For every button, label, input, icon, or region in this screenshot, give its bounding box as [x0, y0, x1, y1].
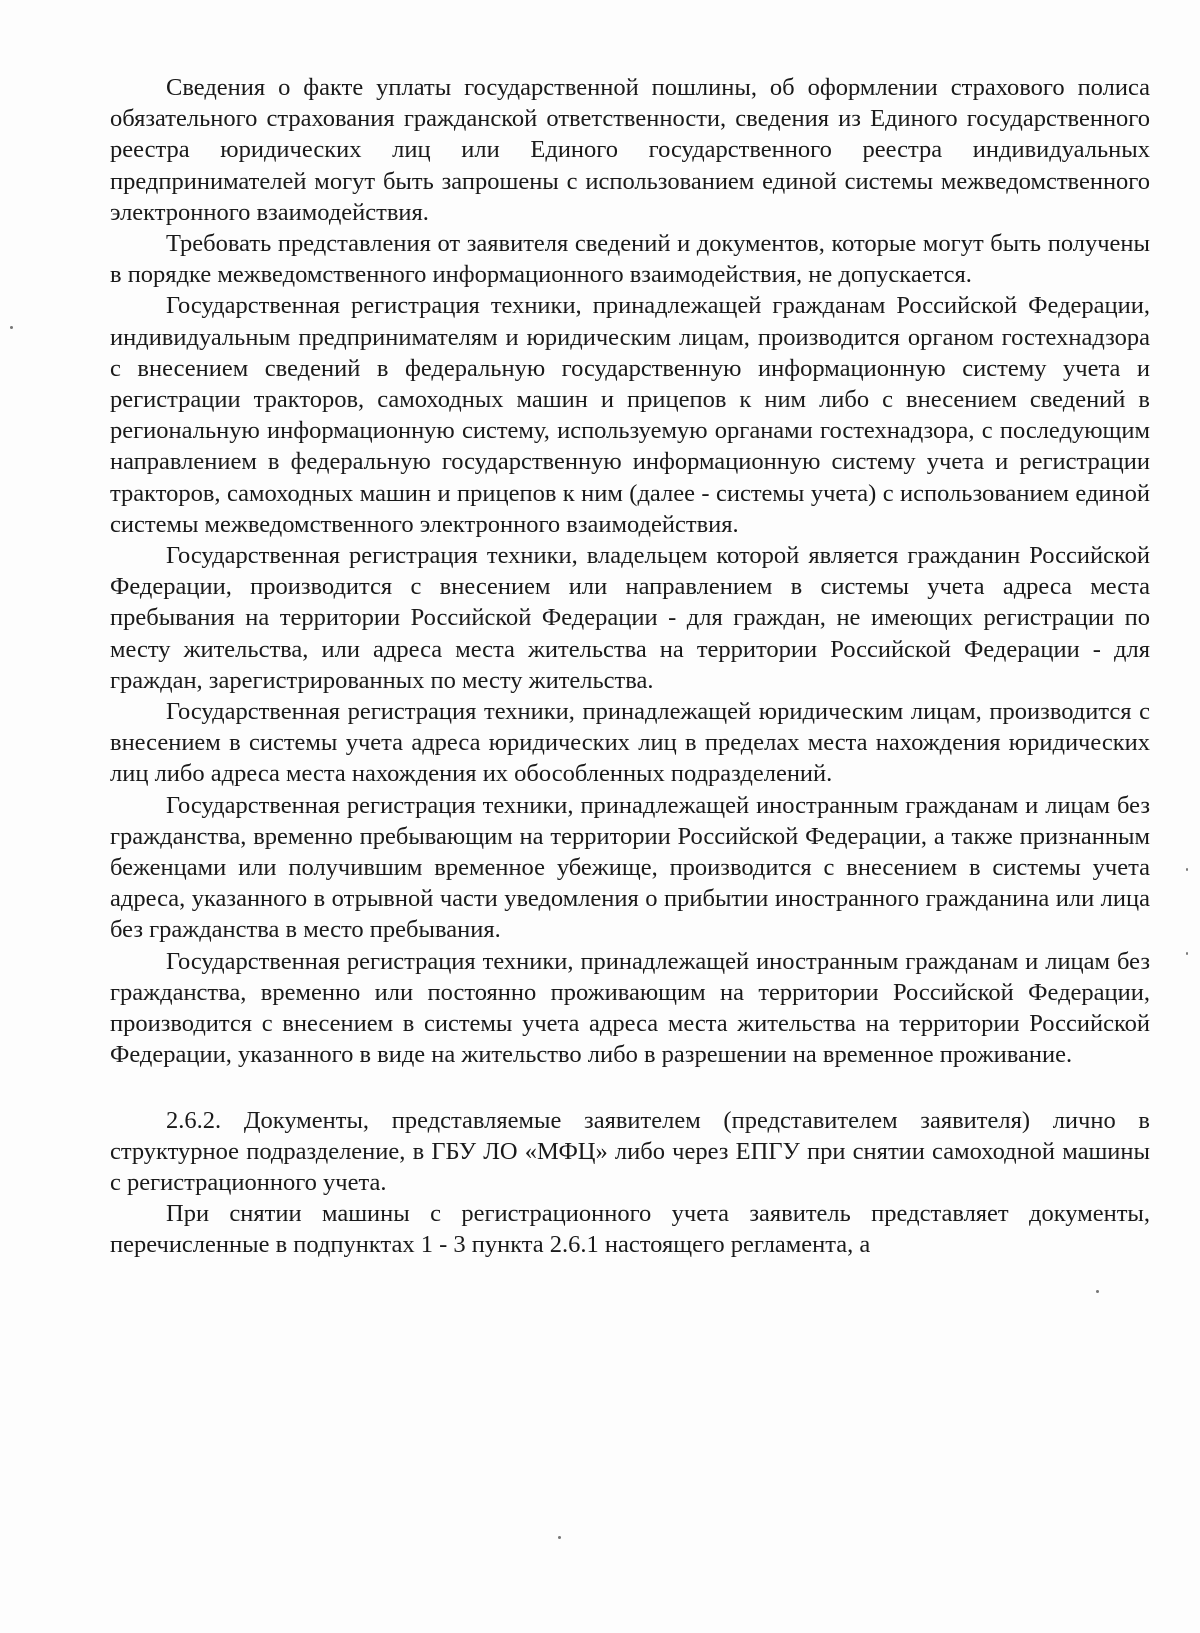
paragraph-registration-foreign-residence: Государственная регистрация техники, принадлежащей иностранным гражданам и лицам без гражданства, временно или постоянно проживающим на территории Российской Федерации, производится с внесением в системы учета адреса места жительства на территории Российской Федерации, указанного в виде на жительство либо в разрешении на временное проживание. [110, 947, 1150, 1069]
scan-speck [1186, 952, 1188, 955]
scan-speck [1096, 1290, 1099, 1293]
paragraph-registration-legal-entities: Государственная регистрация техники, принадлежащей юридическим лицам, производится с внесением в системы учета адреса юридических лиц в пределах места нахождения юридических лиц либо адреса места нахождения их обособленных подразделений. [110, 698, 1150, 788]
scan-speck [1186, 868, 1188, 871]
paragraph-no-requirement: Требовать представления от заявителя сведений и документов, которые могут быть получены в порядке межведомственного информационного взаимодействия, не допускается. [110, 230, 1150, 289]
paragraph-registration-citizens: Государственная регистрация техники, принадлежащей гражданам Российской Федерации, индивидуальным предпринимателям и юридическим лицам, производится органом гостехнадзора с внесением сведений в федеральную государственную информационную систему учета и регистрации тракторов, самоходных машин и прицепов к ним либо с внесением сведений в региональную информационную систему, используемую органами гостехнадзора, с последующим направлением в федеральную государственную информационную систему учета и регистрации тракторов, самоходных машин и прицепов к ним (далее - системы учета) с использованием единой системы межведомственного электронного взаимодействия. [110, 292, 1150, 538]
scan-speck [558, 1536, 561, 1539]
document-body [110, 72, 1150, 1261]
paragraph-registration-owner-address: Государственная регистрация техники, владельцем которой является гражданин Российской Федерации, производится с внесением или направлением в системы учета адреса места пребывания на территории Российской Федерации - для граждан, не имеющих регистрации по месту жительства, или адреса места жительства на территории Российской Федерации - для граждан, зарегистрированных по месту жительства. [110, 542, 1150, 694]
paragraph-deregistration: При снятии машины с регистрационного учета заявитель представляет документы, перечисленные в подпунктах 1 - 3 пункта 2.6.1 настоящего регламента, а [110, 1200, 1150, 1259]
paragraph-section-2-6-2: 2.6.2. Документы, представляемые заявителем (представителем заявителя) лично в структурное подразделение, в ГБУ ЛО «МФЦ» либо через ЕПГУ при снятии самоходной машины с регистрационного учета. [110, 1106, 1150, 1196]
scan-speck [10, 326, 13, 329]
paragraph-registration-foreign-temporary: Государственная регистрация техники, принадлежащей иностранным гражданам и лицам без гражданства, временно пребывающим на территории Российской Федерации, а также признанным беженцами или получившим временное убежище, производится с внесением в системы учета адреса, указанного в отрывной части уведомления о прибытии иностранного гражданина или лица без гражданства в место пребывания. [110, 791, 1150, 944]
paragraph-interagency-info: Сведения о факте уплаты государственной пошлины, об оформлении страхового полиса обязательного страхования гражданской ответственности, сведения из Единого государственного реестра юридических лиц или Единого государственного реестра индивидуальных предпринимателей могут быть запрошены с использованием единой системы межведомственного электронного взаимодействия. [110, 74, 1150, 226]
